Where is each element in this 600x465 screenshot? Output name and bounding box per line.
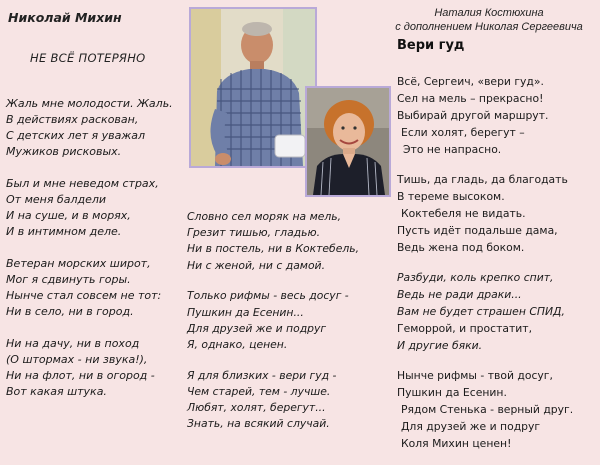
left-poem-title: НЕ ВСЁ ПОТЕРЯНО	[30, 51, 146, 65]
right-author-note: с дополнением Николая Сергеевича	[395, 21, 583, 33]
poem-line: Вам не будет страшен СПИД,	[397, 305, 565, 318]
poem-line: Геморрой, и простатит,	[397, 322, 533, 335]
left-poem	[6, 96, 184, 416]
poem-line: В тереме высоком.	[397, 190, 505, 203]
poem-line: Жаль мне молодости. Жаль.	[6, 97, 173, 110]
middle-stanza-2	[187, 288, 387, 353]
poem-line: Коктебеля не видать.	[401, 207, 526, 220]
middle-stanza-3	[187, 368, 387, 433]
poem-line: Знать, на всякий случай.	[187, 417, 330, 431]
woman-photo-illustration	[307, 88, 389, 195]
poem-line: Я для близких - вери гуд -	[187, 368, 337, 382]
right-stanza-1	[397, 73, 597, 158]
poem-line: Ветеран морских широт,	[6, 256, 151, 270]
middle-stanza-1	[187, 209, 387, 274]
poem-line: Тишь, да гладь, да благодать	[397, 173, 568, 186]
poem-line: Пусть идёт подальше дама,	[397, 224, 558, 237]
right-author	[380, 6, 598, 34]
poem-line: Я, однако, ценен.	[187, 337, 288, 351]
poem-line: Нынче рифмы - твой досуг,	[397, 369, 553, 382]
man-photo-illustration	[191, 9, 315, 166]
poem-line: Любят, холят, берегут...	[187, 401, 326, 415]
poem-line: Нынче стал совсем не тот:	[6, 288, 162, 302]
poem-line: Словно сел моряк на мель,	[187, 210, 342, 223]
poem-line: Пушкин да Есенин...	[187, 305, 304, 319]
poem-line: Сел на мель – прекрасно!	[397, 92, 544, 105]
left-stanza-4	[6, 336, 184, 400]
poem-line: Если холят, берегут –	[401, 126, 525, 139]
poem-line: Вот какая штука.	[6, 384, 107, 398]
poem-line: Ни в село, ни в город.	[6, 305, 134, 319]
right-stanza-2	[397, 171, 597, 256]
poem-line: С детских лет я уважал	[6, 129, 146, 143]
poem-line: В действиях раскован,	[6, 113, 139, 127]
poem-line: Коля Михин ценен!	[401, 437, 512, 450]
poem-line: Только рифмы - весь досуг -	[187, 289, 349, 303]
left-stanza-1	[6, 96, 184, 160]
man-photo	[189, 7, 317, 168]
left-stanza-3	[6, 256, 184, 320]
poem-line: Ведь жена под боком.	[397, 241, 525, 254]
poem-line: Всё, Сергеич, «вери гуд».	[397, 75, 544, 88]
poem-line: И другие бяки.	[397, 339, 483, 352]
woman-photo	[305, 86, 391, 197]
poem-line: Чем старей, тем - лучше.	[187, 384, 331, 398]
right-poem	[397, 73, 597, 465]
poem-line: Мог я сдвинуть горы.	[6, 272, 131, 286]
right-stanza-3	[397, 269, 597, 354]
right-author-name: Наталия Костюхина	[434, 7, 544, 19]
poem-line: От меня балдели	[6, 192, 107, 206]
poem-line: Ни на дачу, ни в поход	[6, 336, 140, 350]
poem-line: Ни с женой, ни с дамой.	[187, 258, 326, 272]
poem-line: Мужиков рисковых.	[6, 145, 122, 159]
left-stanza-2	[6, 176, 184, 240]
poem-line: Для друзей же и подруг	[187, 321, 327, 335]
poem-line: Выбирай другой маршрут.	[397, 109, 549, 122]
poem-line: Был и мне неведом страх,	[6, 176, 159, 190]
poem-line: Пушкин да Есенин.	[397, 386, 507, 399]
poem-line: Грезит тишью, гладью.	[187, 226, 321, 240]
poem-line: Ведь не ради драки...	[397, 288, 522, 301]
poem-line: Рядом Стенька - верный друг.	[401, 403, 574, 416]
poem-line: И в интимном деле.	[6, 225, 122, 239]
poem-line: Для друзей же и подруг	[401, 420, 541, 433]
poem-line: Ни в постель, ни в Коктебель,	[187, 242, 360, 256]
poem-line: Это не напрасно.	[403, 143, 502, 156]
right-stanza-4	[397, 367, 597, 452]
middle-poem	[187, 209, 387, 447]
left-author: Николай Михин	[8, 10, 122, 25]
right-poem-title: Вери гуд	[397, 38, 465, 53]
poem-line: Разбуди, коль крепко спит,	[397, 271, 554, 284]
poem-line: (О штормах - ни звука!),	[6, 352, 148, 366]
poem-line: Ни на флот, ни в огород -	[6, 368, 155, 382]
poem-line: И на суше, и в морях,	[6, 209, 131, 223]
